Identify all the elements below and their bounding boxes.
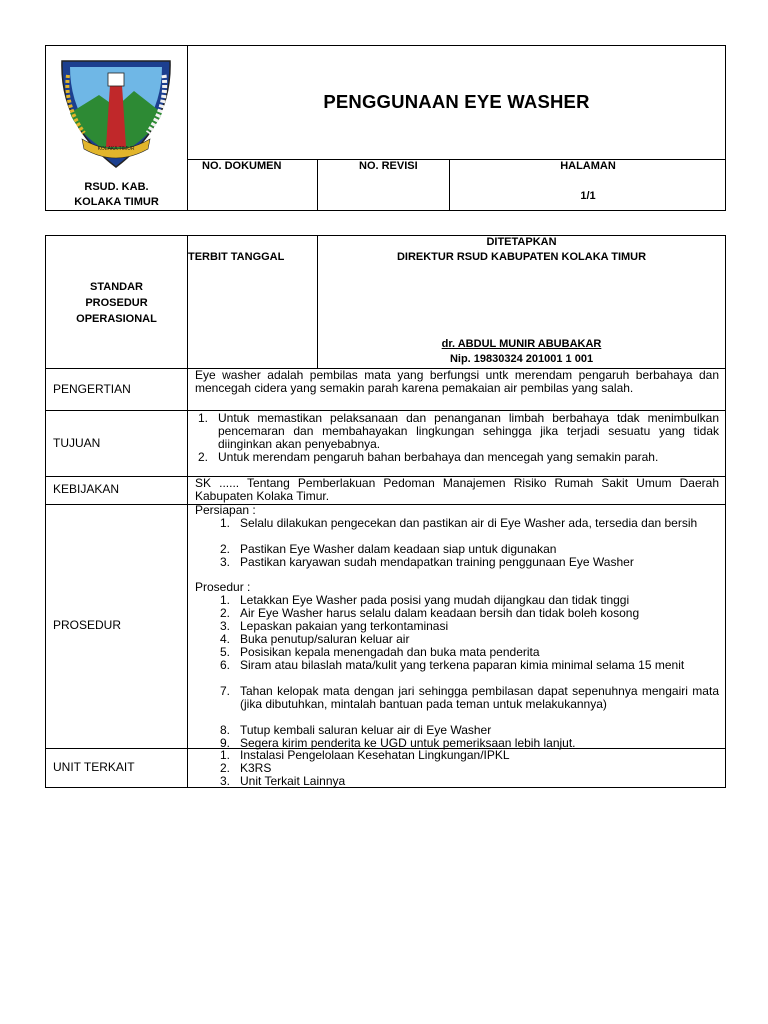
- direktur-label: DIREKTUR RSUD KABUPATEN KOLAKA TIMUR: [396, 251, 647, 263]
- terbit-tanggal-label: TERBIT TANGGAL: [188, 251, 285, 263]
- unit-terkait-label: UNIT TERKAIT: [53, 760, 135, 774]
- persiapan-heading: Persiapan :: [195, 503, 256, 517]
- doc-number-header: NO. DOKUMEN: [202, 160, 282, 172]
- institution-name: RSUD. KAB. KOLAKA TIMUR: [74, 181, 159, 208]
- page-header: HALAMAN: [560, 160, 616, 172]
- signer-nip: Nip. 19830324 201001 1 001: [449, 353, 594, 365]
- revision-number-header: NO. REVISI: [359, 160, 418, 172]
- pengertian-label: PENGERTIAN: [53, 382, 131, 396]
- signer-name: dr. ABDUL MUNIR ABUBAKAR: [441, 338, 602, 350]
- prosedur-heading: Prosedur :: [195, 580, 251, 594]
- kebijakan-text: SK ...... Tentang Pemberlakuan Pedoman Manajemen Risiko Rumah Sakit Umum Daerah Kabupaten Kolaka Timur.: [195, 476, 719, 503]
- regency-logo-icon: [54, 55, 178, 173]
- pengertian-text: Eye washer adalah pembilas mata yang berfungsi untk merendam pengaruh berbahaya dan mencegah cidera yang semakin parah karena pemakaian air pembilas yang salah.: [195, 368, 719, 395]
- svg-text:KOLAKA TIMUR: KOLAKA TIMUR: [97, 146, 135, 152]
- kebijakan-label: KEBIJAKAN: [53, 482, 120, 496]
- sop-label: STANDAR PROSEDUR OPERASIONAL: [76, 281, 157, 325]
- ditetapkan-label: DITETAPKAN: [486, 236, 557, 248]
- tujuan-label: TUJUAN: [53, 436, 101, 450]
- document-title: PENGGUNAAN EYE WASHER: [323, 91, 590, 112]
- page-value: 1/1: [580, 190, 596, 202]
- prosedur-label: PROSEDUR: [53, 618, 122, 632]
- sop-table: STANDAR PROSEDUR OPERASIONAL TERBIT TANGGAL DITETAPKAN DIREKTUR RSUD KABUPATEN KOLAKA TIMUR dr. ABDUL MUNIR ABUBAKAR Nip. 19830324 201001 1 001 PENGERTIAN Eye washer adalah pembilas mata yang berfungsi untk merendam pengaruh berbahaya dan mencegah cidera yang semakin parah karena pemakaian air pembilas yang salah. TUJUAN 1. Untuk memastikan pelaksanaan dan penanganan limbah berbahaya tdak menimbulkan pencemaran dan membahayakan lingkungan sehingga jika terjadi sesuatu yang tidak diinginkan akan penyebabnya. 2. Untuk merendam pengaruh bahan berbahaya dan mencegah yang semakin parah. KEBIJAKAN SK ...... Tentang Pemberlakuan Pedoman Manajemen Risiko Rumah Sakit Umum Daerah Kabupaten Kolaka Timur. PROSEDUR Persiapan : 1. Selalu dilakukan pengecekan dan pastikan air di Eye Washer ada, tersedia dan bersih 2. Pastikan Eye Washer dalam keadaan siap untuk digunakan 3. Pastikan karyawan sudah mendapatkan training penggunaan Eye Washer Prosedur : 1. Letakkan Eye Washer pada posisi yang mudah dijangkau dan tidak tinggi 2. Air Eye Washer harus selalu dalam keadaan bersih dan tidak boleh kosong 3. Lepaskan pakaian yang terkontaminasi 4. Buka penutup/saluran keluar air 5. Posisikan kepala menengadah dan buka mata penderita 6. Siram atau bilaslah mata/kulit yang terkena paparan kimia minimal selama 15 menit 7. Tahan kelopak mata dengan jari sehingga pembilasan dapat sepenuhnya mengairi mata (jika dibutuhkan, mintalah bantuan pada teman untuk melakukannya) 8. Tutup kembali saluran keluar air di Eye Washer 9. Segera kirim penderita ke UGD untuk pemeriksaan lebih lanjut. UNIT TERKAIT 1. Instalasi Pengelolaan Kesehatan Lingkungan/IPKL 2. K3RS 3. Unit Terkait Lainnya: [45, 235, 726, 788]
- document-header: [45, 45, 726, 211]
